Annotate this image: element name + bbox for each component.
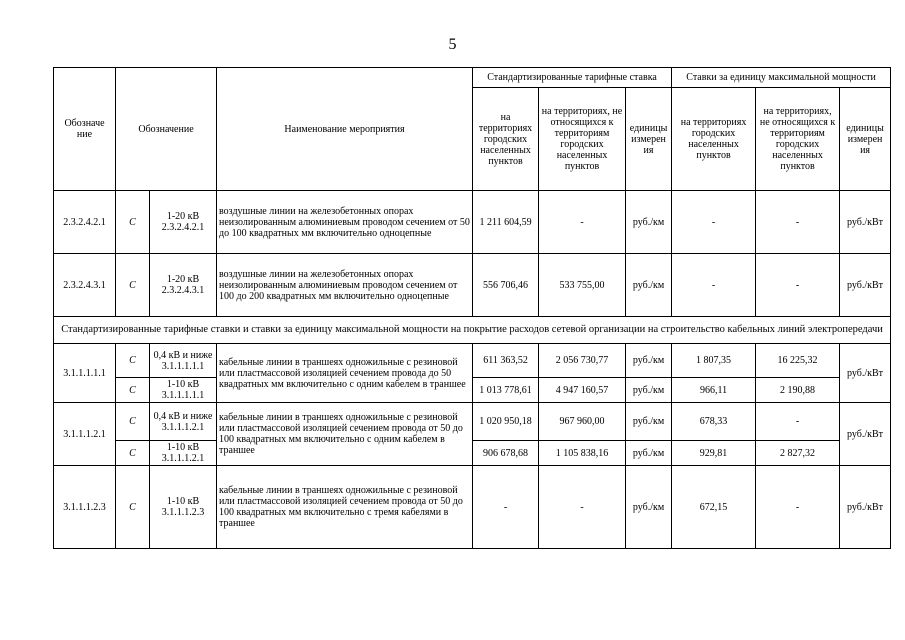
header-name: Наименование мероприятия <box>217 68 473 191</box>
row-unit: руб./км <box>626 254 672 317</box>
row-urban: - <box>473 466 539 549</box>
row-nonurban-power: 2 190,88 <box>756 378 840 403</box>
row-name: воздушные линии на железобетонных опорах неизолированным алюминиевым проводом сечением от 100 до 200 квадратных мм включительно одноцепные <box>217 254 473 317</box>
row-nonurban-power: - <box>756 254 840 317</box>
row-nonurban: 1 105 838,16 <box>539 441 626 466</box>
row-voltage: 1-10 кВ 3.1.1.1.2.3 <box>150 466 217 549</box>
row-nonurban: - <box>539 466 626 549</box>
table-row <box>54 254 891 317</box>
header-code: Обозначе ние <box>54 68 116 191</box>
table-row <box>54 191 891 254</box>
row-urban: 1 211 604,59 <box>473 191 539 254</box>
row-urban: 611 363,52 <box>473 344 539 378</box>
row-unit: руб./км <box>626 378 672 403</box>
row-nonurban: 533 755,00 <box>539 254 626 317</box>
row-unit: руб./км <box>626 441 672 466</box>
row-urban-power: 678,33 <box>672 403 756 441</box>
row-name: кабельные линии в траншеях одножильные с резиновой или пластмассовой изоляцией сечением провода от 50 до 100 квадратных мм включительно с одним кабелем в траншее <box>217 403 473 466</box>
row-nonurban-power: - <box>756 403 840 441</box>
row-code: 3.1.1.1.2.3 <box>54 466 116 549</box>
tariff-table <box>53 67 891 549</box>
header-unit-power: единицы измерен ия <box>840 88 891 191</box>
row-name: воздушные линии на железобетонных опорах неизолированным алюминиевым проводом сечением от 50 до 100 квадратных мм включительно одноцепные <box>217 191 473 254</box>
row-letter: С <box>116 466 150 549</box>
table-row <box>54 378 891 403</box>
header-nonurban: на территориях, не относящихся к территориям городских населенных пунктов <box>539 88 626 191</box>
row-voltage: 0,4 кВ и ниже 3.1.1.1.2.1 <box>150 403 217 441</box>
row-urban-power: - <box>672 191 756 254</box>
row-letter: С <box>116 191 150 254</box>
page-number: 5 <box>448 36 457 53</box>
section-title: Стандартизированные тарифные ставки и ставки за единицу максимальной мощности на покрытие расходов сетевой организации на строительство кабельных линий электропередачи <box>54 317 891 344</box>
row-urban-power: 929,81 <box>672 441 756 466</box>
row-unit: руб./км <box>626 403 672 441</box>
header-urban-power: на территориях городских населенных пунктов <box>672 88 756 191</box>
row-nonurban: 967 960,00 <box>539 403 626 441</box>
row-code: 2.3.2.4.2.1 <box>54 191 116 254</box>
table-row <box>54 403 891 441</box>
row-voltage: 1-10 кВ 3.1.1.1.1.1 <box>150 378 217 403</box>
row-nonurban-power: - <box>756 191 840 254</box>
row-letter: С <box>116 378 150 403</box>
row-urban-power: 966,11 <box>672 378 756 403</box>
row-code: 2.3.2.4.3.1 <box>54 254 116 317</box>
row-unit: руб./км <box>626 344 672 378</box>
row-urban: 1 013 778,61 <box>473 378 539 403</box>
header-nonurban-power: на территориях, не относящихся к территориям городских населенных пунктов <box>756 88 840 191</box>
row-unit-power: руб./кВт <box>840 254 891 317</box>
row-nonurban-power: - <box>756 466 840 549</box>
row-voltage: 1-10 кВ 3.1.1.1.2.1 <box>150 441 217 466</box>
row-name: кабельные линии в траншеях одножильные с резиновой или пластмассовой изоляцией сечением провода от 50 до 100 квадратных мм включительно с тремя кабелями в траншее <box>217 466 473 549</box>
header-group-power: Ставки за единицу максимальной мощности <box>672 68 891 88</box>
row-urban: 906 678,68 <box>473 441 539 466</box>
row-letter: С <box>116 403 150 441</box>
table-row <box>54 344 891 378</box>
header-urban: на территориях городских населенных пунктов <box>473 88 539 191</box>
row-voltage: 1-20 кВ 2.3.2.4.3.1 <box>150 254 217 317</box>
table-row <box>54 441 891 466</box>
row-urban-power: - <box>672 254 756 317</box>
row-unit-power: руб./кВт <box>840 466 891 549</box>
row-letter: С <box>116 441 150 466</box>
row-letter: С <box>116 344 150 378</box>
row-nonurban-power: 16 225,32 <box>756 344 840 378</box>
row-nonurban: 2 056 730,77 <box>539 344 626 378</box>
row-urban-power: 1 807,35 <box>672 344 756 378</box>
header-group-tariff: Стандартизированные тарифные ставка <box>473 68 672 88</box>
row-letter: С <box>116 254 150 317</box>
row-unit: руб./км <box>626 466 672 549</box>
row-code: 3.1.1.1.1.1 <box>54 344 116 403</box>
row-code: 3.1.1.1.2.1 <box>54 403 116 466</box>
row-name: кабельные линии в траншеях одножильные с резиновой или пластмассовой изоляцией сечением провода до 50 квадратных мм включительно с одним кабелем в траншее <box>217 344 473 403</box>
row-voltage: 1-20 кВ 2.3.2.4.2.1 <box>150 191 217 254</box>
row-urban-power: 672,15 <box>672 466 756 549</box>
row-nonurban-power: 2 827,32 <box>756 441 840 466</box>
row-unit-power: руб./кВт <box>840 191 891 254</box>
header-designation: Обозначение <box>116 68 217 191</box>
row-nonurban: 4 947 160,57 <box>539 378 626 403</box>
row-unit-power: руб./кВт <box>840 403 891 466</box>
row-urban: 1 020 950,18 <box>473 403 539 441</box>
row-unit-power: руб./кВт <box>840 344 891 403</box>
table-row <box>54 466 891 549</box>
row-urban: 556 706,46 <box>473 254 539 317</box>
row-unit: руб./км <box>626 191 672 254</box>
row-voltage: 0,4 кВ и ниже 3.1.1.1.1.1 <box>150 344 217 378</box>
row-nonurban: - <box>539 191 626 254</box>
header-unit: единицы измерен ия <box>626 88 672 191</box>
